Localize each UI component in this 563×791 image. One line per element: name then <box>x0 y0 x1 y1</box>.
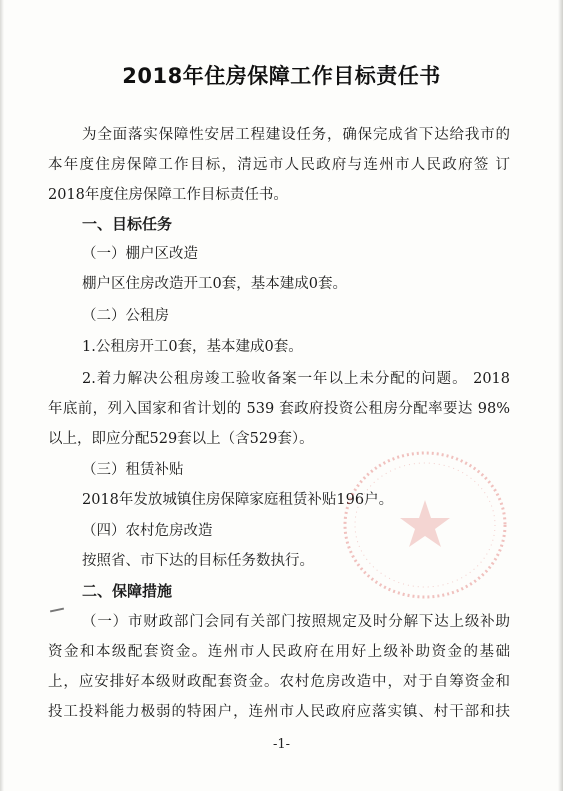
measures-line-1: （一）市财政部门会同有关部门按照规定及时分解下达上级补助 <box>82 614 510 630</box>
public-rental-item-2-line-3: 以上，即应分配529套以上（含529套）。 <box>48 431 314 447</box>
measures-line-3: 上，应安排好本级财政配套资金。农村危房改造中，对于自筹资金和 <box>48 674 510 690</box>
subheading-public-rental: （二）公租房 <box>82 308 169 324</box>
rental-subsidy-text: 2018年发放城镇住房保障家庭租赁补贴196户。 <box>82 492 394 508</box>
subheading-shantytown: （一）棚户区改造 <box>82 246 198 262</box>
subheading-rental-subsidy: （三）租赁补贴 <box>82 462 184 478</box>
pencil-mark <box>50 608 64 613</box>
public-rental-item-2-line-2: 年底前，列入国家和省计划的 539 套政府投资公租房分配率要达 98% <box>48 401 510 417</box>
measures-line-4: 投工投料能力极弱的特困户，连州市人民政府应落实镇、村干部和扶 <box>48 704 510 720</box>
public-rental-item-2-line-1: 2.着力解决公租房竣工验收备案一年以上未分配的问题。 2018 <box>82 371 510 387</box>
page-number: -1- <box>272 737 291 752</box>
intro-line-2: 本年度住房保障工作目标，清远市人民政府与连州市人民政府签 订 <box>48 157 510 173</box>
section-heading-targets: 一、目标任务 <box>82 215 173 233</box>
rural-housing-text: 按照省、市下达的目标任务数执行。 <box>82 553 314 569</box>
subheading-rural-dangerous-housing: （四）农村危房改造 <box>82 523 213 539</box>
public-rental-item-1: 1.公租房开工0套，基本建成0套。 <box>82 339 303 355</box>
intro-line-3: 2018年度住房保障工作目标责任书。 <box>48 187 288 203</box>
measures-line-2: 资金和本级配套资金。连州市人民政府在用好上级补助资金的基础 <box>48 644 510 660</box>
intro-line-1: 为全面落实保障性安居工程建设任务，确保完成省下达给我市的 <box>82 127 510 143</box>
section-heading-measures: 二、保障措施 <box>82 582 173 600</box>
shantytown-text: 棚户区住房改造开工0套，基本建成0套。 <box>82 276 347 292</box>
document-title: 2018年住房保障工作目标责任书 <box>122 64 441 88</box>
